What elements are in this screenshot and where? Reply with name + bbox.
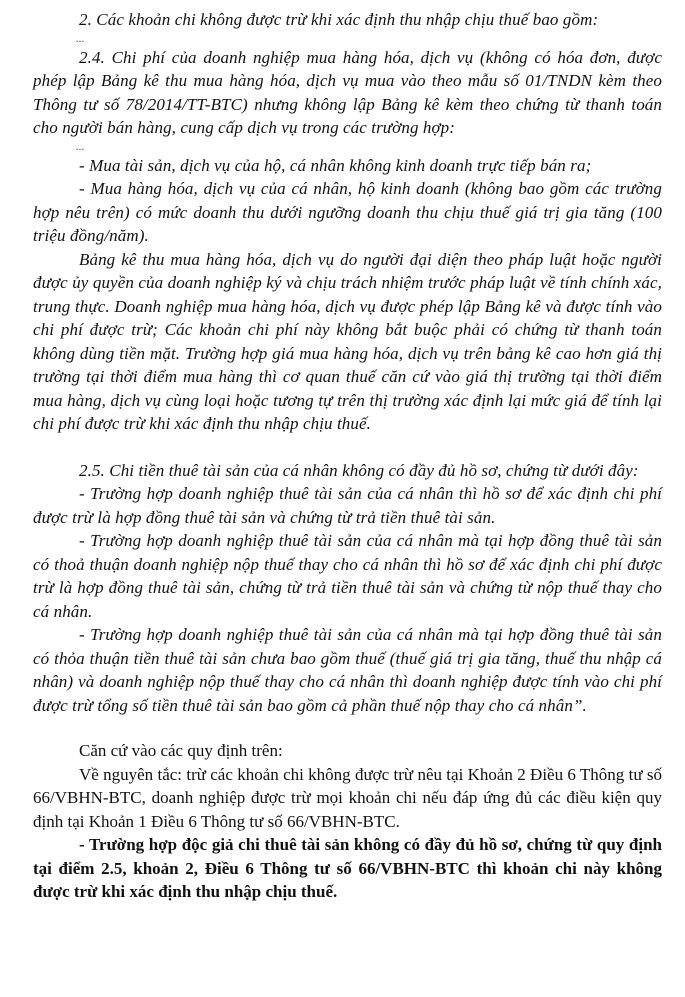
bullet-item: - Trường hợp doanh nghiệp thuê tài sản của cá nhân mà tại hợp đồng thuê tài sản có thoả thuận doanh nghiệp nộp thuế thay cho cá nhân thì hồ sơ để xác định chi phí được trừ là hợp đồng thuê tài sản, chứng từ trả tiền thuê tài sản và chứng từ nộp thuế thay cho cá nhân.: [33, 531, 662, 621]
bullet-item: - Mua hàng hóa, dịch vụ của cá nhân, hộ kinh doanh (không bao gồm các trường hợp nêu trên) có mức doanh thu dưới ngưỡng doanh thu chịu thuế giá trị gia tăng (100 triệu đồng/năm).: [33, 179, 662, 245]
clause-2-5: 2.5. Chi tiền thuê tài sản của cá nhân không có đầy đủ hồ sơ, chứng từ dưới đây:: [79, 460, 639, 480]
ellipsis: ...: [76, 32, 85, 45]
bullet-item: - Trường hợp doanh nghiệp thuê tài sản của cá nhân thì hồ sơ để xác định chi phí được trừ là hợp đồng thuê tài sản và chứng từ trả tiền thuê tài sản.: [33, 484, 662, 527]
conclusion-case: - Trường hợp độc giả chi thuê tài sản không có đầy đủ hồ sơ, chứng từ quy định tại điểm 2.5, khoản 2, Điều 6 Thông tư số 66/VBHN-BTC thì khoản chi này không được trừ khi xác định thu nhập chịu thuế.: [33, 835, 662, 901]
bullet-item: - Mua tài sản, dịch vụ của hộ, cá nhân không kinh doanh trực tiếp bán ra;: [79, 155, 592, 175]
conclusion-principle: Về nguyên tắc: trừ các khoản chi không được trừ nêu tại Khoản 2 Điều 6 Thông tư số 66/VBHN-BTC, doanh nghiệp được trừ mọi khoản chi nếu đáp ứng đủ các điều kiện quy định tại Khoản 1 Điều 6 Thông tư số 66/VBHN-BTC.: [33, 764, 662, 831]
paragraph-bang-ke: Bảng kê thu mua hàng hóa, dịch vụ do người đại diện theo pháp luật hoặc người được ủy quyền của doanh nghiệp ký và chịu trách nhiệm trước pháp luật về tính chính xác, trung thực. Doanh nghiệp mua hàng hóa, dịch vụ được phép lập Bảng kê và được tính vào chi phí được trừ; Các khoản chi phí này không bắt buộc phải có chứng từ thanh toán không dùng tiền mặt. Trường hợp giá mua hàng hóa, dịch vụ trên bảng kê cao hơn giá thị trường tại thời điểm mua hàng thì cơ quan thuế căn cứ vào giá thị trường tại thời điểm mua hàng, dịch vụ cùng loại hoặc tương tự trên thị trường xác định lại mức giá để tính lại chi phí được trừ khi xác định thu nhập chịu thuế.: [33, 249, 662, 433]
spacer: [33, 436, 662, 459]
conclusion-lead: Căn cứ vào các quy định trên:: [79, 741, 283, 760]
heading-clause-2: 2. Các khoản chi không được trừ khi xác định thu nhập chịu thuế bao gồm:: [79, 10, 599, 29]
ellipsis: ...: [76, 140, 85, 153]
clause-2-4: 2.4. Chi phí của doanh nghiệp mua hàng hóa, dịch vụ (không có hóa đơn, được phép lập Bảng kê thu mua hàng hóa, dịch vụ mua vào theo mẫu số 01/TNDN kèm theo Thông tư số 78/2014/TT-BTC) nhưng không lập Bảng kê kèm theo chứng từ thanh toán cho người bán hàng, cung cấp dịch vụ trong các trường hợp:: [33, 47, 662, 137]
quoted-regulation: [33, 8, 662, 717]
conclusion-section: [33, 739, 662, 904]
bullet-item: - Trường hợp doanh nghiệp thuê tài sản của cá nhân mà tại hợp đồng thuê tài sản có thỏa thuận tiền thuê tài sản chưa bao gồm thuế (thuế giá trị gia tăng, thuế thu nhập cá nhân) và doanh nghiệp nộp thuế thay cho cá nhân thì doanh nghiệp được tính vào chi phí được trừ tổng số tiền thuê tài sản bao gồm cả phần thuế nộp thay cho cá nhân”.: [33, 625, 662, 715]
spacer: [33, 717, 662, 739]
